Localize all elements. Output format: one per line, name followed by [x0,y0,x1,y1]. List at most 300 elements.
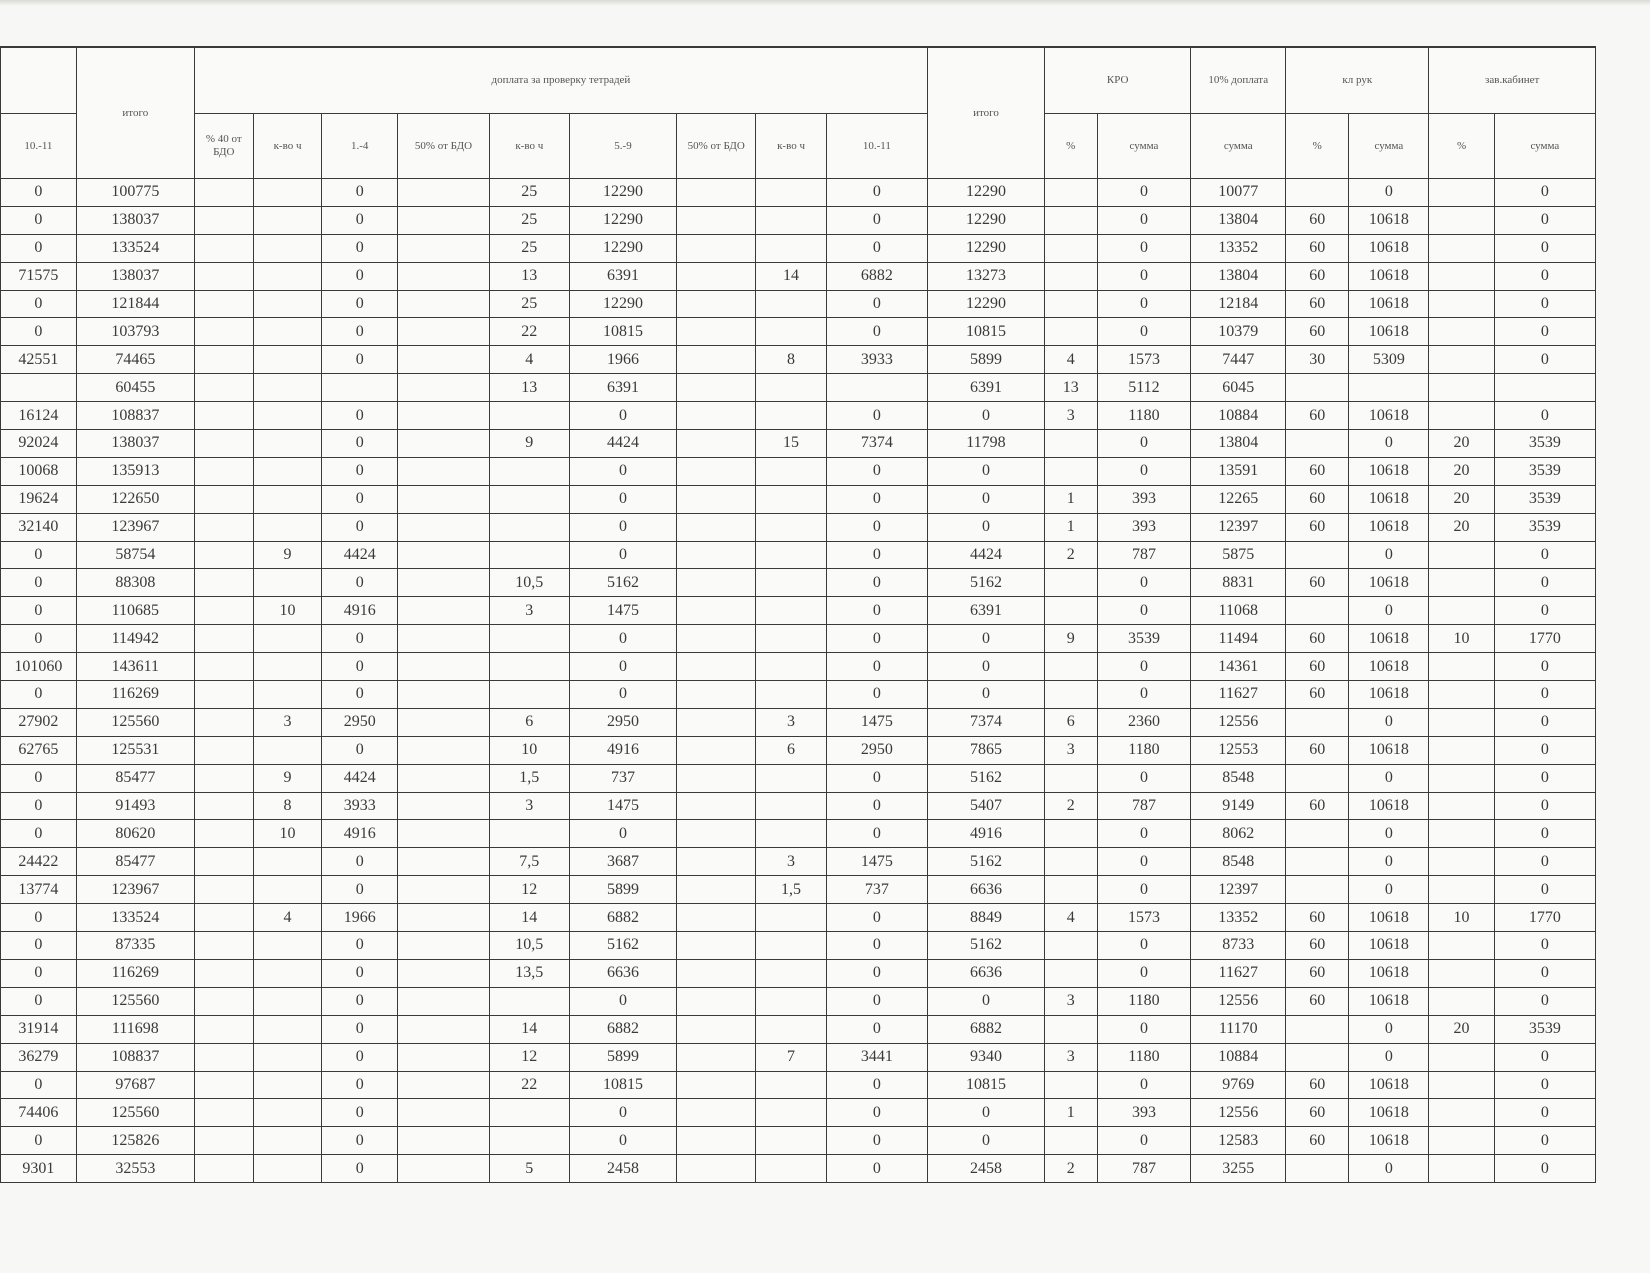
table-cell: 0 [1494,597,1595,625]
table-cell: 25 [489,179,569,207]
table-cell: 0 [322,987,398,1015]
table-cell: 0 [1494,932,1595,960]
table-cell: 10618 [1349,485,1429,513]
table-cell: 3 [489,597,569,625]
table-cell [756,764,827,792]
table-cell: 0 [1494,234,1595,262]
table-cell [1429,932,1494,960]
table-cell: 13352 [1191,904,1286,932]
table-cell: 3539 [1097,625,1191,653]
table-cell: 0 [1494,569,1595,597]
table-cell: 0 [322,402,398,430]
table-cell: 22 [489,318,569,346]
col-header-ten-pct-sum: сумма [1191,114,1286,179]
table-cell: 10618 [1349,290,1429,318]
col-group-zav-kab: зав.кабинет [1429,47,1596,114]
table-cell: 12290 [569,206,676,234]
table-cell [677,569,756,597]
table-cell: 60 [1286,959,1349,987]
table-row [1,1043,1596,1071]
table-cell: 32553 [76,1155,194,1183]
table-cell: 0 [826,402,927,430]
table-cell: 4424 [322,764,398,792]
table-cell: 7447 [1191,346,1286,374]
table-cell: 1 [1044,485,1097,513]
table-cell: 0 [1349,848,1429,876]
table-cell [194,1127,253,1155]
table-cell [756,1015,827,1043]
table-cell: 4 [1044,346,1097,374]
table-cell [756,653,827,681]
table-cell: 1180 [1097,1043,1191,1071]
table-row [1,736,1596,764]
table-cell [756,597,827,625]
table-cell [1429,206,1494,234]
table-cell [1044,1015,1097,1043]
table-cell: 8 [756,346,827,374]
table-cell: 0 [1097,932,1191,960]
table-cell [1044,876,1097,904]
table-cell: 5112 [1097,374,1191,402]
table-cell [194,1099,253,1127]
table-cell: 0 [1349,764,1429,792]
table-cell: 0 [1,1127,77,1155]
table-cell [677,681,756,709]
table-cell: 12290 [569,234,676,262]
table-cell: 123967 [76,876,194,904]
table-cell: 4424 [928,541,1045,569]
table-cell [1429,541,1494,569]
table-cell: 0 [569,987,676,1015]
table-cell: 2360 [1097,708,1191,736]
table-cell [398,318,490,346]
table-row [1,1155,1596,1183]
table-cell: 60 [1286,681,1349,709]
table-cell: 3 [489,792,569,820]
table-cell: 0 [322,1071,398,1099]
table-cell: 0 [1,318,77,346]
table-cell [253,290,321,318]
table-cell: 138037 [76,262,194,290]
table-cell [194,402,253,430]
table-cell: 12556 [1191,987,1286,1015]
table-cell: 1475 [569,792,676,820]
table-cell: 0 [826,959,927,987]
table-cell: 0 [1349,597,1429,625]
table-cell [677,485,756,513]
table-cell: 0 [928,681,1045,709]
table-cell [1429,681,1494,709]
table-cell: 58754 [76,541,194,569]
table-cell [398,1043,490,1071]
table-cell: 3 [253,708,321,736]
table-cell: 10618 [1349,234,1429,262]
table-cell: 125560 [76,1099,194,1127]
table-row [1,681,1596,709]
table-cell: 12397 [1191,876,1286,904]
table-row [1,848,1596,876]
table-cell [194,457,253,485]
table-cell [1429,708,1494,736]
table-cell [677,206,756,234]
table-cell: 15 [756,430,827,458]
table-cell [398,485,490,513]
table-cell: 5162 [928,764,1045,792]
table-cell: 6 [1044,708,1097,736]
table-cell: 0 [826,1127,927,1155]
table-cell [253,625,321,653]
table-cell: 14361 [1191,653,1286,681]
table-cell: 60 [1286,1099,1349,1127]
table-cell: 0 [1,234,77,262]
table-cell: 116269 [76,681,194,709]
table-cell: 60 [1286,904,1349,932]
table-cell: 0 [826,597,927,625]
table-cell [489,820,569,848]
table-cell [1044,179,1097,207]
table-cell: 11627 [1191,681,1286,709]
table-cell: 2 [1044,1155,1097,1183]
table-cell: 0 [826,904,927,932]
table-cell: 60 [1286,1071,1349,1099]
table-cell: 0 [569,402,676,430]
table-cell: 10 [489,736,569,764]
table-cell: 6391 [569,374,676,402]
table-cell [677,374,756,402]
table-cell [489,987,569,1015]
table-cell: 5899 [928,346,1045,374]
table-cell: 7 [756,1043,827,1071]
table-cell: 0 [826,569,927,597]
table-cell: 3539 [1494,430,1595,458]
table-cell [677,792,756,820]
table-cell: 1180 [1097,736,1191,764]
table-cell: 135913 [76,457,194,485]
col-group-kl-ruk: кл рук [1286,47,1429,114]
table-cell [253,457,321,485]
table-cell: 60 [1286,792,1349,820]
col-header-itogo-1: итого [76,47,194,179]
table-cell: 0 [1349,876,1429,904]
table-cell: 2950 [322,708,398,736]
table-cell: 20 [1429,1015,1494,1043]
table-cell [253,485,321,513]
table-cell [677,1099,756,1127]
table-cell [398,681,490,709]
table-cell: 125560 [76,987,194,1015]
table-cell [398,234,490,262]
table-cell: 0 [322,1043,398,1071]
table-cell: 0 [1,1071,77,1099]
col-header-40-bdo: % 40 от БДО [194,114,253,179]
table-cell [398,848,490,876]
table-cell: 0 [826,179,927,207]
table-cell [756,1099,827,1127]
table-cell [194,1071,253,1099]
table-cell: 138037 [76,430,194,458]
table-cell [677,513,756,541]
table-cell [756,1071,827,1099]
table-cell [1044,820,1097,848]
table-cell [398,457,490,485]
table-cell: 6882 [928,1015,1045,1043]
table-cell: 0 [826,513,927,541]
table-cell [398,430,490,458]
table-cell: 10884 [1191,1043,1286,1071]
table-cell: 10379 [1191,318,1286,346]
table-cell: 0 [1494,1155,1595,1183]
table-cell: 9 [489,430,569,458]
table-cell: 787 [1097,1155,1191,1183]
table-cell [756,402,827,430]
table-cell: 10815 [569,1071,676,1099]
table-cell: 60 [1286,234,1349,262]
table-cell [253,848,321,876]
table-cell: 0 [569,457,676,485]
table-cell: 5899 [569,876,676,904]
table-cell: 7374 [826,430,927,458]
table-cell: 4916 [928,820,1045,848]
table-cell: 100775 [76,179,194,207]
table-cell [194,597,253,625]
table-cell: 0 [322,1015,398,1043]
table-row [1,1071,1596,1099]
table-cell: 42551 [1,346,77,374]
table-cell [253,374,321,402]
table-cell: 10618 [1349,904,1429,932]
table-cell: 0 [1,569,77,597]
table-cell [1349,374,1429,402]
table-cell [756,457,827,485]
table-cell [398,736,490,764]
table-cell: 6 [489,708,569,736]
table-cell: 3 [1044,402,1097,430]
table-cell [253,262,321,290]
table-cell [194,1043,253,1071]
table-cell [253,1015,321,1043]
table-cell [1429,1099,1494,1127]
table-body [1,179,1596,1183]
table-cell: 737 [826,876,927,904]
table-cell [1429,597,1494,625]
table-cell [1429,346,1494,374]
table-cell: 5162 [928,569,1045,597]
table-row [1,318,1596,346]
table-cell: 8548 [1191,764,1286,792]
table-cell: 0 [826,290,927,318]
table-cell [322,374,398,402]
table-cell [677,1155,756,1183]
table-cell: 10618 [1349,736,1429,764]
table-cell: 1475 [569,597,676,625]
table-cell: 10618 [1349,681,1429,709]
table-cell: 0 [826,625,927,653]
table-cell [398,597,490,625]
table-cell: 0 [1,179,77,207]
table-cell [1044,430,1097,458]
table-cell: 16124 [1,402,77,430]
table-cell: 9 [253,541,321,569]
table-cell: 3255 [1191,1155,1286,1183]
table-cell: 0 [1,597,77,625]
table-row [1,402,1596,430]
table-cell [1286,374,1349,402]
table-cell [253,681,321,709]
table-cell: 0 [928,653,1045,681]
table-cell: 25 [489,206,569,234]
table-cell [194,179,253,207]
table-cell [489,541,569,569]
table-cell [1044,569,1097,597]
table-cell: 60 [1286,206,1349,234]
table-cell [756,792,827,820]
table-cell: 0 [1097,848,1191,876]
table-cell: 12290 [928,179,1045,207]
table-cell [677,597,756,625]
table-cell [756,625,827,653]
table-cell: 13273 [928,262,1045,290]
col-header-hours-2: к-во ч [489,114,569,179]
table-cell: 4916 [569,736,676,764]
table-cell [194,708,253,736]
table-cell: 4916 [322,820,398,848]
table-cell [398,569,490,597]
table-cell: 0 [322,653,398,681]
table-cell: 0 [1494,792,1595,820]
table-cell: 0 [826,1155,927,1183]
table-cell: 20 [1429,430,1494,458]
table-cell [194,904,253,932]
table-cell: 10618 [1349,1071,1429,1099]
table-cell: 393 [1097,513,1191,541]
table-cell [677,234,756,262]
table-cell [253,959,321,987]
col-group-ten-pct: 10% доплата [1191,47,1286,114]
table-cell: 60 [1286,290,1349,318]
table-cell: 0 [1494,736,1595,764]
table-cell [398,290,490,318]
table-cell: 4 [253,904,321,932]
table-cell [677,541,756,569]
table-cell: 91493 [76,792,194,820]
table-cell: 0 [826,792,927,820]
table-cell [677,959,756,987]
table-cell [398,1155,490,1183]
table-cell [253,1155,321,1183]
table-cell: 0 [1494,708,1595,736]
table-cell [756,513,827,541]
col-header-zav-kab-sum: сумма [1494,114,1595,179]
table-cell: 1475 [826,708,927,736]
table-cell: 3 [756,848,827,876]
table-cell: 10,5 [489,569,569,597]
table-cell: 0 [1494,318,1595,346]
table-cell [398,625,490,653]
table-cell: 0 [826,820,927,848]
table-cell [1044,764,1097,792]
table-cell: 0 [1097,764,1191,792]
table-cell [1286,820,1349,848]
table-cell: 0 [1097,681,1191,709]
table-cell: 0 [1,959,77,987]
table-cell [489,653,569,681]
table-cell: 1180 [1097,987,1191,1015]
table-cell: 20 [1429,513,1494,541]
table-cell: 13 [1044,374,1097,402]
table-cell: 103793 [76,318,194,346]
table-cell: 3 [1044,736,1097,764]
table-row [1,430,1596,458]
table-cell: 125531 [76,736,194,764]
table-cell: 5875 [1191,541,1286,569]
table-cell: 0 [826,681,927,709]
table-cell [398,1099,490,1127]
table-cell [1429,262,1494,290]
table-cell: 12290 [928,234,1045,262]
table-cell: 3539 [1494,485,1595,513]
table-cell: 14 [489,904,569,932]
table-cell: 0 [1,987,77,1015]
table-cell: 2458 [928,1155,1045,1183]
col-header-kpo-sum: сумма [1097,114,1191,179]
table-cell [194,876,253,904]
col-group-kpo: КРО [1044,47,1190,114]
table-cell: 0 [1494,653,1595,681]
table-cell: 5309 [1349,346,1429,374]
table-cell: 5 [489,1155,569,1183]
table-cell [756,485,827,513]
table-cell: 6636 [928,959,1045,987]
table-cell [1429,1127,1494,1155]
table-cell: 13804 [1191,430,1286,458]
table-cell [756,234,827,262]
table-cell: 8849 [928,904,1045,932]
table-cell [398,374,490,402]
table-cell: 0 [1349,430,1429,458]
table-cell [398,987,490,1015]
table-cell [194,1155,253,1183]
table-cell [398,708,490,736]
table-cell: 393 [1097,485,1191,513]
table-cell: 0 [1,932,77,960]
table-cell: 3441 [826,1043,927,1071]
table-cell: 13 [489,262,569,290]
table-cell [194,318,253,346]
table-cell: 0 [826,318,927,346]
table-cell: 3 [1044,987,1097,1015]
table-cell: 1573 [1097,346,1191,374]
table-cell: 0 [1,764,77,792]
table-cell: 737 [569,764,676,792]
table-cell: 97687 [76,1071,194,1099]
table-cell: 19624 [1,485,77,513]
table-cell: 14 [756,262,827,290]
table-row [1,290,1596,318]
table-cell: 6045 [1191,374,1286,402]
table-cell: 60 [1286,513,1349,541]
table-cell [756,179,827,207]
table-cell: 0 [322,290,398,318]
table-cell [253,1099,321,1127]
table-cell: 0 [1097,262,1191,290]
table-cell [253,1043,321,1071]
table-cell [1,374,77,402]
table-row [1,1099,1596,1127]
table-cell: 10618 [1349,262,1429,290]
table-cell [194,764,253,792]
table-cell [489,625,569,653]
table-cell: 3687 [569,848,676,876]
